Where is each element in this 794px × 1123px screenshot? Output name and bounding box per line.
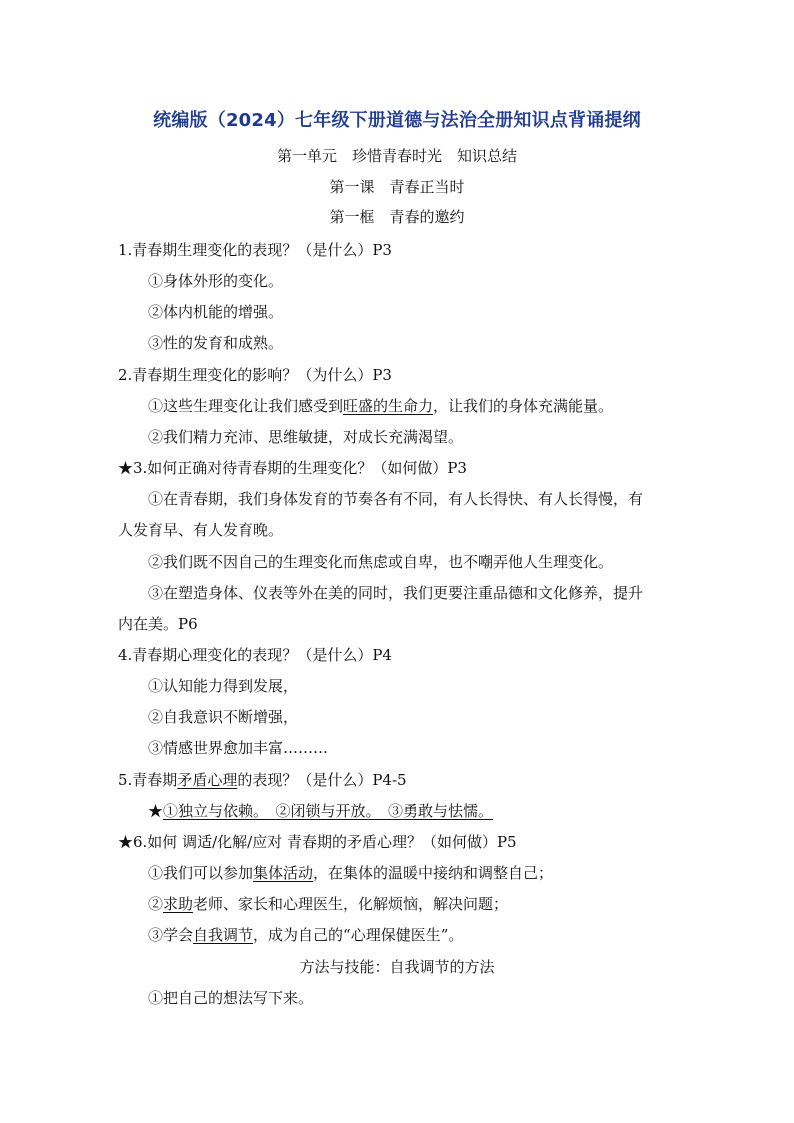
text: ，让我们的身体充满能量。 — [433, 397, 614, 415]
unit-heading: 第一单元 珍惜青春时光 知识总结 — [276, 147, 517, 165]
question-1-item-2: ②体内机能的增强。 — [148, 303, 284, 321]
text: ，成为自己的“心理保健医生”。 — [253, 926, 464, 944]
question-6-item-3 — [148, 924, 708, 945]
text: 5.青春期 — [118, 771, 178, 789]
method-item-1: ①把自己的想法写下来。 — [148, 989, 314, 1007]
text: 老师、家长和心理医生，化解烦恼，解决问题； — [193, 895, 509, 913]
question-3-item-2: ②我们既不因自己的生理变化而焦虑或自卑，也不嘲弄他人生理变化。 — [148, 553, 614, 571]
underlined-text: 集体活动 — [253, 864, 314, 882]
question-5-items — [148, 800, 708, 821]
question-1-title: 1.青春期生理变化的表现？（是什么）P3 — [118, 241, 392, 259]
question-6-title: ★6.如何 调适/化解/应对 青春期的矛盾心理？（如何做）P5 — [118, 833, 517, 851]
document-title: 统编版（2024）七年级下册道德与法治全册知识点背诵提纲 — [153, 110, 641, 131]
frame-heading: 第一框 青春的邀约 — [329, 208, 465, 226]
question-1-item-3: ③性的发育和成熟。 — [148, 334, 284, 352]
question-3-item-1-line-1: ①在青春期，我们身体发育的节奏各有不同，有人长得快、有人长得慢，有 — [148, 490, 644, 508]
question-4-item-3: ③情感世界愈加丰富……… — [148, 739, 329, 757]
underlined-text: 自我调节 — [193, 926, 254, 944]
text: ①我们可以参加 — [148, 864, 254, 882]
question-6-item-1 — [148, 862, 708, 883]
question-5-title — [118, 769, 678, 790]
question-3-item-3-line-2: 内在美。P6 — [118, 615, 198, 633]
text: 的表现？（是什么）P4-5 — [237, 771, 407, 789]
question-6-item-2 — [148, 893, 708, 914]
question-3-title: ★3.如何正确对待青春期的生理变化？（如何做）P3 — [118, 459, 467, 477]
text: ③学会 — [148, 926, 194, 944]
star-icon: ★ — [148, 802, 164, 820]
lesson-heading: 第一课 青春正当时 — [329, 178, 465, 196]
text: ② — [148, 895, 164, 913]
question-2-item-2: ②我们精力充沛、思维敏捷，对成长充满渴望。 — [148, 428, 464, 446]
question-2-title: 2.青春期生理变化的影响？（为什么）P3 — [118, 366, 392, 384]
question-3-item-3-line-1: ③在塑造身体、仪表等外在美的同时，我们更要注重品德和文化修养，提升 — [148, 584, 644, 602]
text: ，在集体的温暖中接纳和调整自己； — [313, 864, 554, 882]
question-4-item-1: ①认知能力得到发展， — [148, 677, 299, 695]
method-heading: 方法与技能：自我调节的方法 — [299, 958, 495, 976]
question-1-item-1: ①身体外形的变化。 — [148, 272, 284, 290]
underlined-text: ①独立与依赖。 ②闭锁与开放。 ③勇敢与怯懦。 — [163, 802, 494, 820]
question-3-item-1-line-2: 人发育早、有人发育晚。 — [118, 521, 284, 539]
underlined-text: 求助 — [163, 895, 194, 913]
underlined-text: 旺盛的生命力 — [343, 397, 434, 415]
question-4-item-2: ②自我意识不断增强， — [148, 708, 299, 726]
question-2-item-1 — [148, 395, 708, 416]
text: ①这些生理变化让我们感受到 — [148, 397, 344, 415]
question-4-title: 4.青春期心理变化的表现？（是什么）P4 — [118, 646, 392, 664]
underlined-text: 矛盾心理 — [177, 771, 238, 789]
